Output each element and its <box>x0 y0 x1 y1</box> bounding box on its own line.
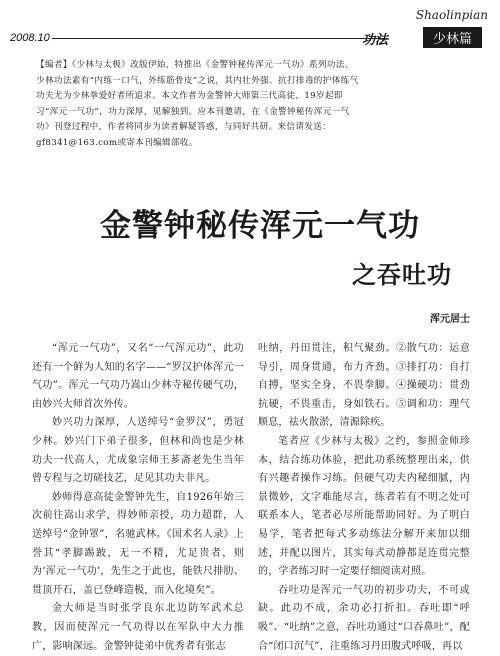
paragraph: 吐纳，丹田贯注，积气聚劲。②散气功：运意导引，周身贯通，布力齐劲。③排打功：自打自搏，坚实全身，不畏拳脚。④操硬功：贯劲抗硬，不畏重击，身如铁石。⑤调和功：理气顺息，祛火散淤，清源除疾。 <box>258 343 470 429</box>
issue-number: 2008.10 <box>10 32 50 44</box>
article-author: 浑元居士 <box>430 314 470 325</box>
right-column <box>258 340 470 656</box>
editor-note: 【编者】《少林与太极》改版伊始，特推出《金警钟秘传浑元一气功》系列功法。少林功法素有“内练一口气，外练筋骨皮”之说，其内壮外强、抗打排毒的护体练气功夫尤为少林拳爱好者所追求。本文作者为金警钟大师第三代高徒，19岁起即习“浑元一气功”，功力深厚，见解独到。应本刊邀请，在《金警钟秘传浑元一气功》刊登过程中，作者将同步为读者解疑答惑，与同好共研。来信请发送：gf8341@163.com或寄本刊编辑部收。 <box>36 60 359 148</box>
paragraph: 妙师得意高徒金警钟先生，自1926年始三次前往嵩山求学，得妙师亲授，功力超群，人送绰号“金钟罩”，名驰武林。《国术名人录》上誉其“孝脚踢跛，无一不精，尤足贵者，则为‘浑元一气功’，先生之于此也，能铁尺排肋、贯顶开石，盖已登峰造极，而入化境矣”。 <box>32 491 244 596</box>
article-title: 金警钟秘传浑元一气功 <box>100 208 420 244</box>
section-prefix: 功法 <box>361 33 388 48</box>
paragraph: 妙兴功力深厚，人送绰号“金罗汉”，勇冠少林。妙兴门下弟子很多，但林和尚也是少林功夫一代高人，尤成象宗师王芗斋老先生当年曾专程与之切磋技艺，足见其功夫非凡。 <box>32 417 244 485</box>
paragraph: 笔者应《少林与太极》之约，参照金师珍本，结合练功体验，把此功系统整理出来，供有兴趣者操作习练。但硬气功夫内秘细腻，内景微妙，文字难能尽言，练者若有不明之处可联系本人，笔者必尽所能帮助同好。为了明白易学，笔者把每式多动练法分解开来加以细述，并配以图片，其实每式动静都是连贯完整的，学者练习时一定要仔细阅读对照。 <box>258 435 470 578</box>
paragraph: “浑元一气功”，又名“一气浑元功”，此功还有一个鲜为人知的名字——“罗汉护体浑元一气功”。浑元一气功乃嵩山少林寺秘传硬气功，由妙兴大师首次外传。 <box>32 343 244 410</box>
header-rule <box>52 38 387 39</box>
paragraph: 金大师是当时张学良东北边防军武术总教，因而使浑元一气功得以在军队中大力推广，影响深远。金警钟徒弟中优秀者有张志 <box>32 603 244 652</box>
left-column <box>32 340 244 656</box>
section-script-mark: Shaolinpian <box>415 8 488 22</box>
page-header <box>0 0 500 52</box>
section-tag: 少林篇 <box>423 27 482 48</box>
article-subtitle: 之吞吐功 <box>352 261 452 289</box>
paragraph: 吞吐功是浑元一气功的初步功夫，不可或缺。此功不成，余功必打折扣。吞吐即“呼吸”、“吐纳”之意，吞吐功通过“口吞鼻吐”，配合“闭口沉气”，注重练习丹田腹式呼吸，再以 <box>258 584 470 652</box>
